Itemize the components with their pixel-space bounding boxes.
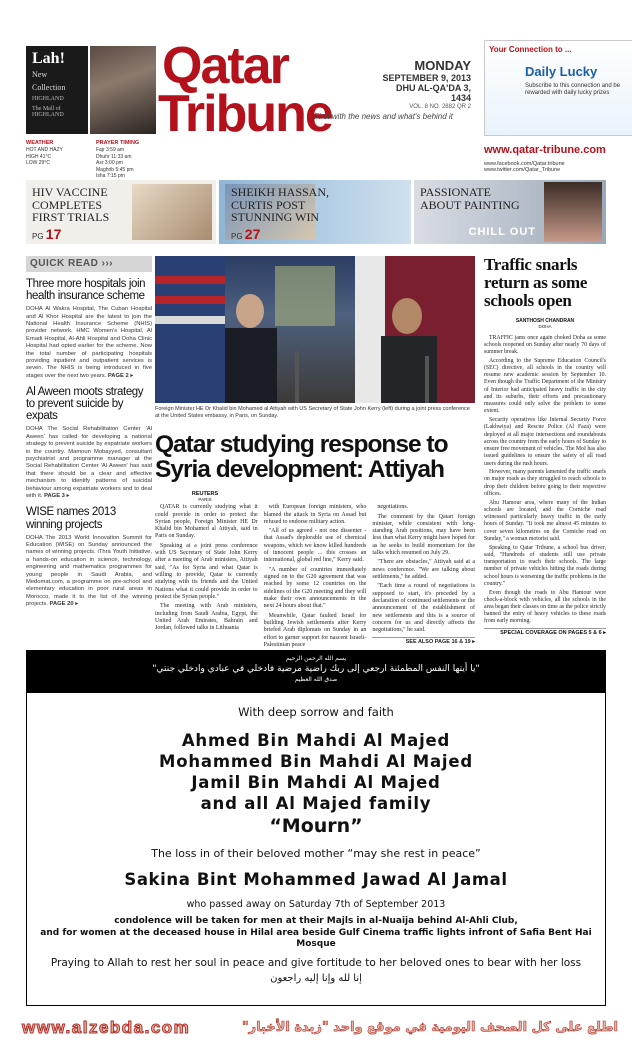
weather-low-label: LOW <box>26 160 38 167</box>
press-conference-illustration <box>155 256 475 403</box>
masthead-title-line1: Qatar <box>162 37 288 95</box>
condolence-men: condolence will be taken for men at their Majls in al-Nuaija behind Al-Ahli Club, <box>114 916 518 926</box>
main-story-column-3 <box>372 504 475 651</box>
quran-verse: "يا أيتها النفس المطمئنة ارجعي إلى ربك راضية مرضية فادخلي في عبادي وادخلي جنتي" <box>152 664 480 674</box>
paragraph: "A number of countries immediately signed on to the G20 agreement that was reached by some 12 countries on the sidelines of the G20 meeting and they will make their own announcements in the next 24 hours about that." <box>263 566 367 610</box>
prayer-isha: Isha 7:15 pm <box>96 173 125 180</box>
main-byline <box>155 491 255 502</box>
promo-hiv-page: 17 <box>45 225 62 242</box>
quick-read-headline: WISE names 2013 winning projects <box>26 506 116 531</box>
obituary-passed: who passed away on Saturday 7th of September 2013 <box>186 899 446 910</box>
top-ad-headline: Daily Lucky <box>525 64 598 79</box>
promo-strip <box>26 180 606 244</box>
paragraph: "There are obstacles," Attiyah said at a news conference. "We are talking about settlements," he added. <box>372 559 476 580</box>
basmala: بسم الله الرحمن الرحيم <box>285 655 347 662</box>
tagline: First with the news and what's behind it <box>314 112 453 121</box>
lah-advertisement[interactable] <box>26 46 88 134</box>
promo-sports-text: SHEIKH HASSAN, CURTIS POST STUNNING WIN <box>231 185 330 225</box>
top-ad-title: Your Connection to ... <box>489 45 572 54</box>
paragraph: TRAFFIC jams once again choked Doha as some schools reopened on Sunday after nearly 70 days of summer break. <box>484 334 606 355</box>
arrow-icon: ▸ <box>66 493 70 500</box>
main-photo-caption: Foreign Minister HE Dr Khalid bin Mohamed al Attiyah with US Secretary of State John Kerry (left) during a joint press conference at the United States embassy, in Paris, on Sunday. <box>155 406 470 419</box>
sadaq: صدق الله العظيم <box>294 676 338 683</box>
mourner-name: Jamil Bin Mahdi Al Majed <box>191 773 441 792</box>
mourner-name: Ahmed Bin Mahdi Al Majed <box>181 731 451 750</box>
social-links[interactable]: www.facebook.com/Qatar.tribune www.twitter.com/Qatar_Tribune <box>484 161 565 173</box>
arrow-icon: ▸ <box>472 638 476 645</box>
promo-painting-text: PASSIONATE ABOUT PAINTING <box>420 185 520 212</box>
masthead <box>26 37 621 180</box>
prayer-fajr: Fajr 3:59 am <box>96 147 125 154</box>
quick-read-item[interactable] <box>26 278 152 380</box>
quick-read-headline: Three more hospitals join health insurance scheme <box>26 278 146 303</box>
promo-painting[interactable] <box>414 180 606 244</box>
right-byline: SANTHOSH CHANDRAN <box>515 317 575 324</box>
quick-read-body: DOHA The 2013 World Innovation Summit for Education (WISE) on Sunday announced the names of winning projects. iThra Youth Initiative, a hands-on education in science, technology, engineering and mathematics programmes for young people in Saudi Arabia, and Medomat.com, a programme on pre-school and elementary education in poor rural areas in Morocco, made it to the list of the winning projects. PAGE 20 ▸ <box>26 534 152 608</box>
prayer-box <box>96 140 158 180</box>
telecom-advertisement[interactable] <box>484 40 632 136</box>
quick-read-headline: Al Aween moots strategy to prevent suicide by expats <box>26 386 144 423</box>
paragraph: Speaking to Qatar Tribune, a school bus driver, said, "Hundreds of students still use private transportation to reach their schools. The large number of private vehicles hitting the roads during school hours is worsening the traffic problems in the country." <box>484 544 606 587</box>
quick-read-page: PAGE 3 <box>44 493 65 500</box>
prayer-asr: Asr 3:00 pm <box>96 160 123 167</box>
quick-read-page: PAGE 20 <box>49 601 74 608</box>
weather-condition: HOT AND HAZY <box>26 147 63 154</box>
see-also-link[interactable]: SEE ALSO PAGE 16 & 19 ▸ <box>372 637 475 646</box>
dateline-block <box>381 58 471 110</box>
main-story-columns <box>155 504 475 651</box>
weather-box <box>26 140 96 167</box>
main-story-column-1 <box>155 504 258 651</box>
paragraph: negotiations. <box>377 504 409 511</box>
weather-low: 29°C <box>38 160 50 167</box>
mourner-family: and all Al Majed family <box>200 794 432 813</box>
paragraph: Meanwhile, Qatar faulted Israel for building Jewish settlements after Kerry briefed Arab diplomats on Sunday in an effort to garner support for nascent Israeli-Palestinian peace <box>263 612 367 648</box>
main-dateline: PARIS <box>198 497 212 503</box>
lah-logo: Lah! <box>32 50 65 67</box>
right-dateline: DOHA <box>538 323 552 329</box>
paragraph: Even though the roads to Abu Hamour were chock-a-block with vehicles, all the schools in the area began their classes on time as the police strictly banned the entry of heavy vehicles to these roads from early morning. <box>484 589 606 625</box>
promo-hiv[interactable] <box>26 180 216 244</box>
paragraph: with European foreign ministers, who blamed the attack in Syria on Assad but refused to endorse military action. <box>263 504 367 525</box>
arrow-icon: ▸ <box>603 629 606 636</box>
paragraph: "All of us agreed - not one dissenter - that Assad's deplorable use of chemical weapons, which we know killed hundreds of innocent people ... this crosses an international, global red line," Kerry said. <box>263 528 367 564</box>
quick-read-body: DOHA The Social Rehabilitation Center 'Al Aween' has called for developing a national strategy to prevent suicide by expatriate workers in the country. Mamoun Mobayyed, consultant psychiatrist and programme manager at the Social Rehabilitation Center 'Al Aween' has said that there should be a clear and effective mechanism to identify patterns of suicidal behaviour among expatriate workers and to deal with it. PAGE 3 ▸ <box>26 426 152 500</box>
paragraph: Security operatives like Internal Security Force (Lakhwiya) and Rescue Police (Al Faza) were deployed at all major intersections and roundabouts across the country from the early hours of Sunday to ensure free movement of vehicles. The MoI has also issued guidelines to ensure the safety of all road users during the rush hours. <box>484 417 606 467</box>
main-headline[interactable]: Qatar studying response to Syria development: Attiyah <box>155 430 448 484</box>
right-story-body <box>484 335 606 626</box>
weather-high-label: HIGH <box>26 153 39 160</box>
paragraph: However, many parents lamented the traffic snarls on major roads as they struggled to reach schools to drop their children before going to their respective offices. <box>484 469 606 497</box>
quick-read-page: PAGE 2 <box>107 372 129 379</box>
issue-hijri: DHU AL-QA'DA 3, 1434 <box>396 83 471 103</box>
condolence-women: and for women at the deceased house in Hilal area beside Gulf Cinema traffic lights infront of Safia Bent Hai Mosque <box>40 927 592 950</box>
footer-watermark <box>0 1014 632 1047</box>
weather-high: 41°C <box>39 153 52 160</box>
issue-volume: VOL. 8 NO. 2882 QR 2 <box>409 104 471 110</box>
quick-read-body: DOHA Al Wakra Hospital, The Cuban Hospital and Al Khor Hospital are the latest to join the National Health Insurance Scheme (NHIS) provider network, HMC Women's Hospital, Al Emadi Hospital, Al-Ahli Hospital and Doha Clinic Hospital had opted earlier for the scheme. Now the total number of participating hospitals providing inpatient and outpatient services is seven. The NHIS is being introduced in five stages over the next two years. PAGE 2 ▸ <box>26 306 152 379</box>
main-byline-agency: REUTERS <box>191 491 219 498</box>
arrow-icon: ▸ <box>130 372 134 379</box>
condolence-details <box>27 916 605 951</box>
quick-read-item[interactable] <box>26 386 152 500</box>
issue-date: SEPTEMBER 9, 2013 <box>382 73 471 83</box>
website-link[interactable]: www.qatar-tribune.com <box>484 144 606 156</box>
promo-hiv-pg-label: PG <box>32 231 44 241</box>
promo-sports-pg-label: PG <box>231 231 243 241</box>
right-story <box>484 256 606 636</box>
arrow-icon: ▸ <box>75 601 79 608</box>
promo-hiv-text: HIV VACCINE COMPLETES FIRST TRIALS <box>32 185 110 225</box>
issue-day: MONDAY <box>414 58 471 73</box>
obituary-body <box>27 705 605 984</box>
lah-ad-line1: New <box>32 70 48 79</box>
prayer-label: PRAYER TIMING <box>96 140 140 146</box>
main-story-photo <box>155 256 475 403</box>
deceased-name: Sakina Bint Mohammed Jawad Al Jamal <box>124 870 508 889</box>
paragraph: QATAR is currently studying what it could provide in order to protect the Syrian people, Foreign Minister HE Dr Khalid bin Mohamed al Attiyah, said in Paris on Sunday. <box>155 504 258 540</box>
paragraph: Speaking at a joint press conference with US Secretary of State John Kerry after a meeting of Arab ministers, Attiyah said, "As for Syria and what Qatar is willing to provide, Qatar is currently studying with its friends and the United Nations what it could provide in order to protect the Syrian people." <box>155 542 258 600</box>
obituary-loss: The loss in of their beloved mother “may she rest in peace” <box>151 847 481 860</box>
painter-photo <box>544 182 602 242</box>
model-photo <box>90 46 156 134</box>
obituary-prayer: Praying to Allah to rest her soul in peace and give fortitude to her beloved ones to bear with her loss <box>50 957 582 970</box>
paragraph: The comment by the Qatari foreign minister, while consistent with long-standing Arab positions, may have been less than what Kerry might have hoped for as he seeks to build momentum for the talks which resumed on July 29. <box>372 513 476 557</box>
mourner-name: Mohammed Bin Mahdi Al Majed <box>159 752 473 771</box>
masthead-title-line2: Tribune <box>158 85 332 143</box>
quick-read-column <box>26 256 152 609</box>
quick-read-label: QUICK READ <box>30 258 99 269</box>
obituary-mourn: “Mourn” <box>269 815 363 837</box>
right-headline[interactable]: Traffic snarls return as some schools open <box>484 255 588 310</box>
hiv-photo <box>132 184 212 240</box>
obituary-verse-banner <box>27 651 605 693</box>
obituary-closing-arabic: إنا لله وإنا إليه راجعون <box>270 973 362 985</box>
prayer-maghrib: Maghrib 5:45 pm <box>96 166 134 173</box>
paragraph: According to the Supreme Education Council's (SEC) directive, all schools in the country will resume new academic session by September 10. Even though the Traffic Department of the Ministry of Interior had anticipated heavy traffic in the city and its suburbs, their efforts and precautionary measures could only solve the problem to some extent. <box>484 357 606 415</box>
prayer-dhuhr: Dhuhr 11:33 am <box>96 153 132 160</box>
paragraph: The meeting with Arab ministers, including from Saudi Arabia, Egypt, the United Arab Emirates, Bahrain and Jordan, followed talks in Lithuania <box>155 603 258 632</box>
chill-out-badge: CHILL OUT <box>468 226 536 238</box>
chevrons-icon: ››› <box>101 258 114 269</box>
quick-read-header <box>26 256 152 272</box>
main-story-column-2 <box>264 504 367 651</box>
quick-read-item[interactable] <box>26 506 152 608</box>
special-coverage-link[interactable]: SPECIAL COVERAGE ON PAGES 5 & 6 ▸ <box>484 628 606 636</box>
lah-ad-mall: The Mall of HIGHLAND <box>32 106 64 119</box>
watermark-url[interactable]: www.alzebda.com <box>22 1018 191 1037</box>
main-story <box>155 256 475 651</box>
obituary-notice <box>26 650 606 1006</box>
paragraph: Abu Hamour area, where many of the Indian schools are located, and the Corniche road witnessed particularly heavy traffic in the early hours of Sunday. "It took me almost 45 minutes to cover seven kilometres on the Corniche road on Sunday," a woman motorist said. <box>484 499 606 542</box>
obituary-faith: With deep sorrow and faith <box>238 705 394 719</box>
top-ad-subtext: Subscribe to this connection and be rewarded with daily lucky prizes <box>525 83 621 97</box>
promo-sports-page: 27 <box>244 225 261 242</box>
lah-ad-brand: HIGHLAND <box>32 96 64 103</box>
promo-sports[interactable] <box>219 180 411 244</box>
lah-ad-line2: Collection <box>32 83 66 93</box>
watermark-arabic: اطلع على كل الصحف اليومية في موقع واحد "زبدة الأخبار" <box>241 1020 618 1035</box>
paragraph: "Each time a round of negotiations is supposed to start, it's preceded by a declaration of continued settlements or the announcement of the establishment of new settlements and this is a source of concern for us and directly affects the negotiations," he said. <box>372 583 476 634</box>
weather-label: WEATHER <box>26 140 54 146</box>
